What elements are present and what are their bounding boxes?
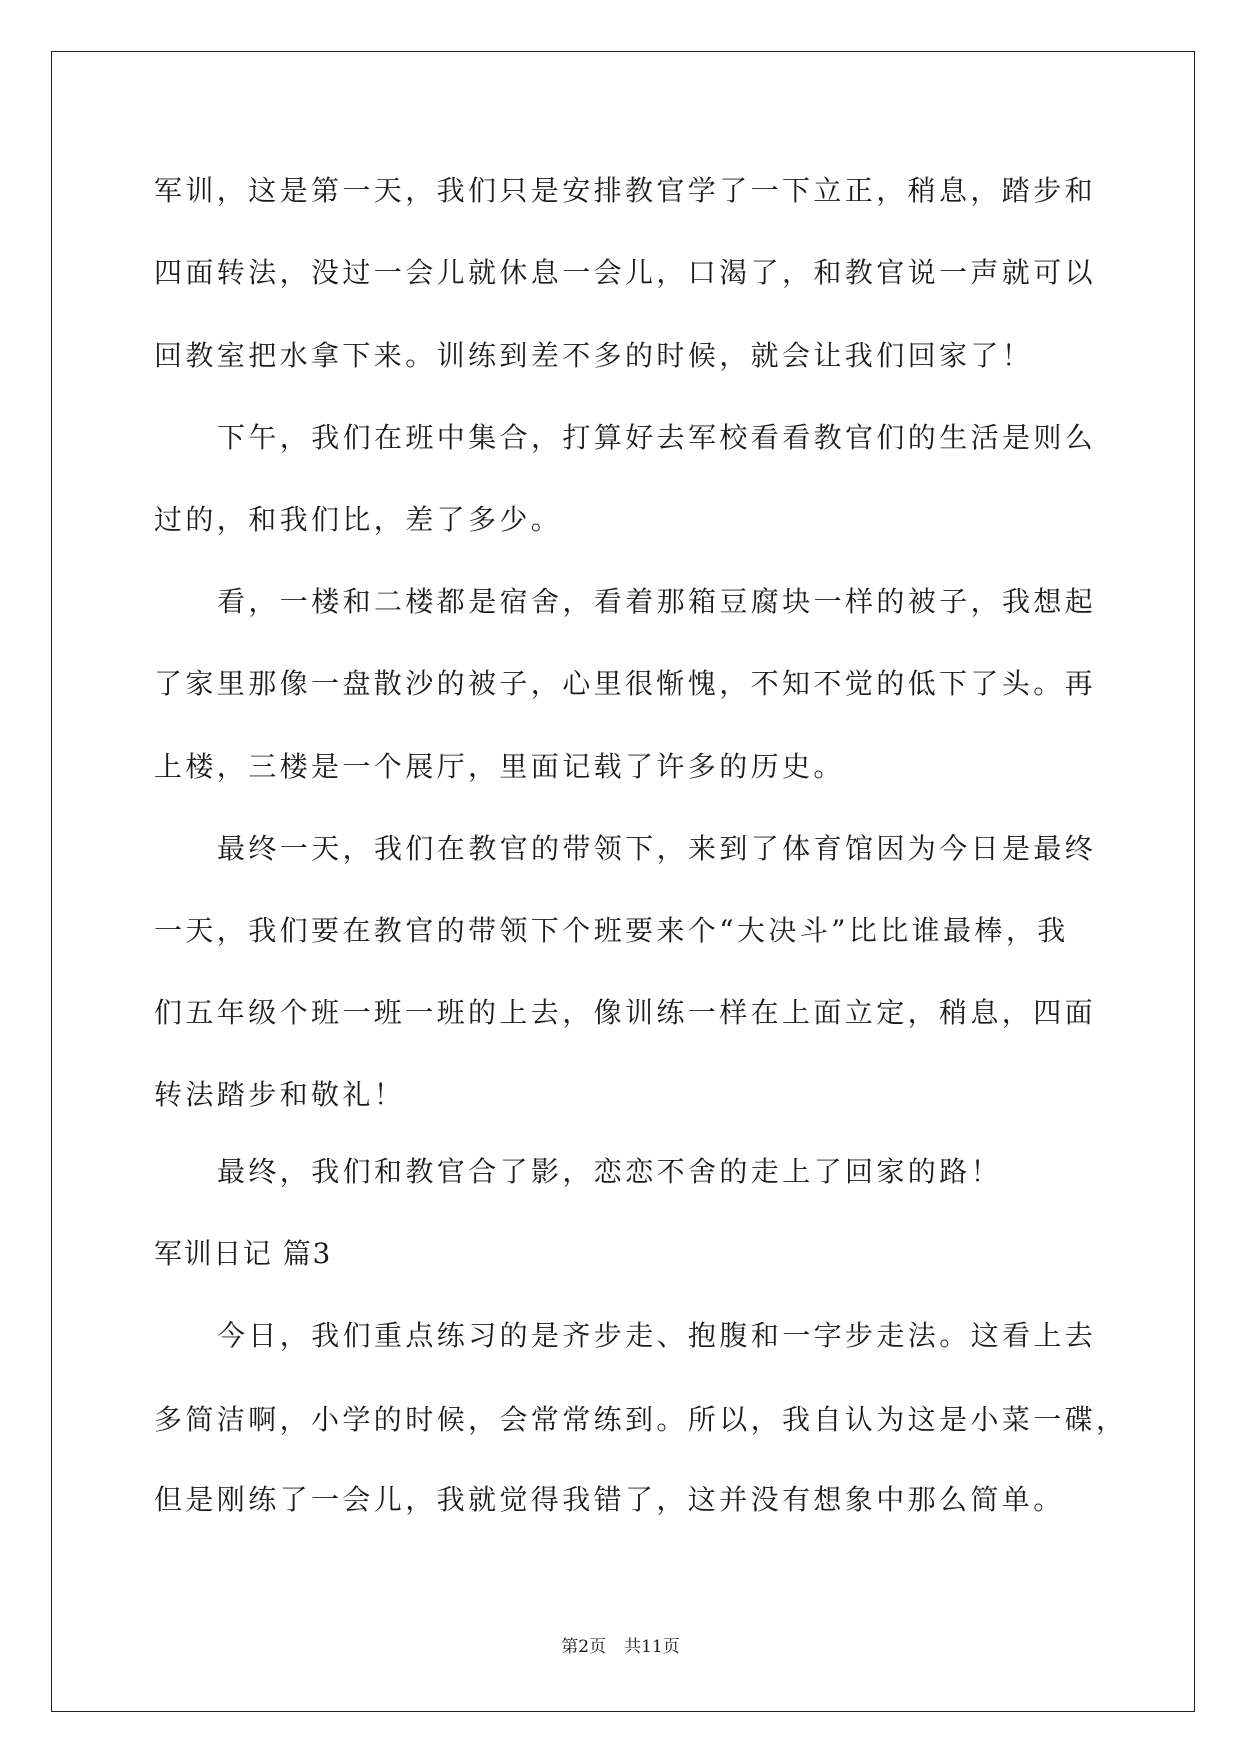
body-line: 了家里那像一盘散沙的被子，心里很惭愧，不知不觉的低下了头。再 [154, 667, 1097, 700]
total-page-count: 共11页 [624, 1637, 680, 1657]
page-border [51, 51, 1195, 1712]
body-line: 今日，我们重点练习的是齐步走、抱腹和一字步走法。这看上去 [217, 1319, 1097, 1352]
body-line: 四面转法，没过一会儿就休息一会儿，口渴了，和教官说一声就可以 [154, 256, 1097, 289]
page-footer [0, 1635, 1241, 1659]
body-line: 军训，这是第一天，我们只是安排教官学了一下立正，稍息，踏步和 [154, 174, 1097, 207]
body-line: 最终，我们和教官合了影，恋恋不舍的走上了回家的路！ [217, 1155, 1003, 1188]
body-line: 多简洁啊，小学的时候，会常常练到。所以，我自认为这是小菜一碟， [154, 1403, 1128, 1436]
current-page-number: 第2页 [561, 1637, 607, 1657]
body-line: 但是刚练了一会儿，我就觉得我错了，这并没有想象中那么简单。 [154, 1483, 1065, 1516]
body-line: 们五年级个班一班一班的上去，像训练一样在上面立定，稍息，四面 [154, 996, 1097, 1029]
body-line: 转法踏步和敬礼！ [154, 1078, 406, 1111]
body-line: 一天，我们要在教官的带领下个班要来个“大决斗”比比谁最棒，我 [154, 914, 1069, 947]
body-line: 上楼，三楼是一个展厅，里面记载了许多的历史。 [154, 750, 845, 783]
body-line: 回教室把水拿下来。训练到差不多的时候，就会让我们回家了！ [154, 339, 1034, 372]
body-line: 最终一天，我们在教官的带领下，来到了体育馆因为今日是最终 [217, 832, 1097, 865]
section-heading: 军训日记 篇3 [154, 1237, 332, 1270]
body-line: 看，一楼和二楼都是宿舍，看着那箱豆腐块一样的被子，我想起 [217, 585, 1097, 618]
body-line: 过的，和我们比，差了多少。 [154, 503, 563, 536]
body-line: 下午，我们在班中集合，打算好去军校看看教官们的生活是则么 [217, 421, 1097, 454]
